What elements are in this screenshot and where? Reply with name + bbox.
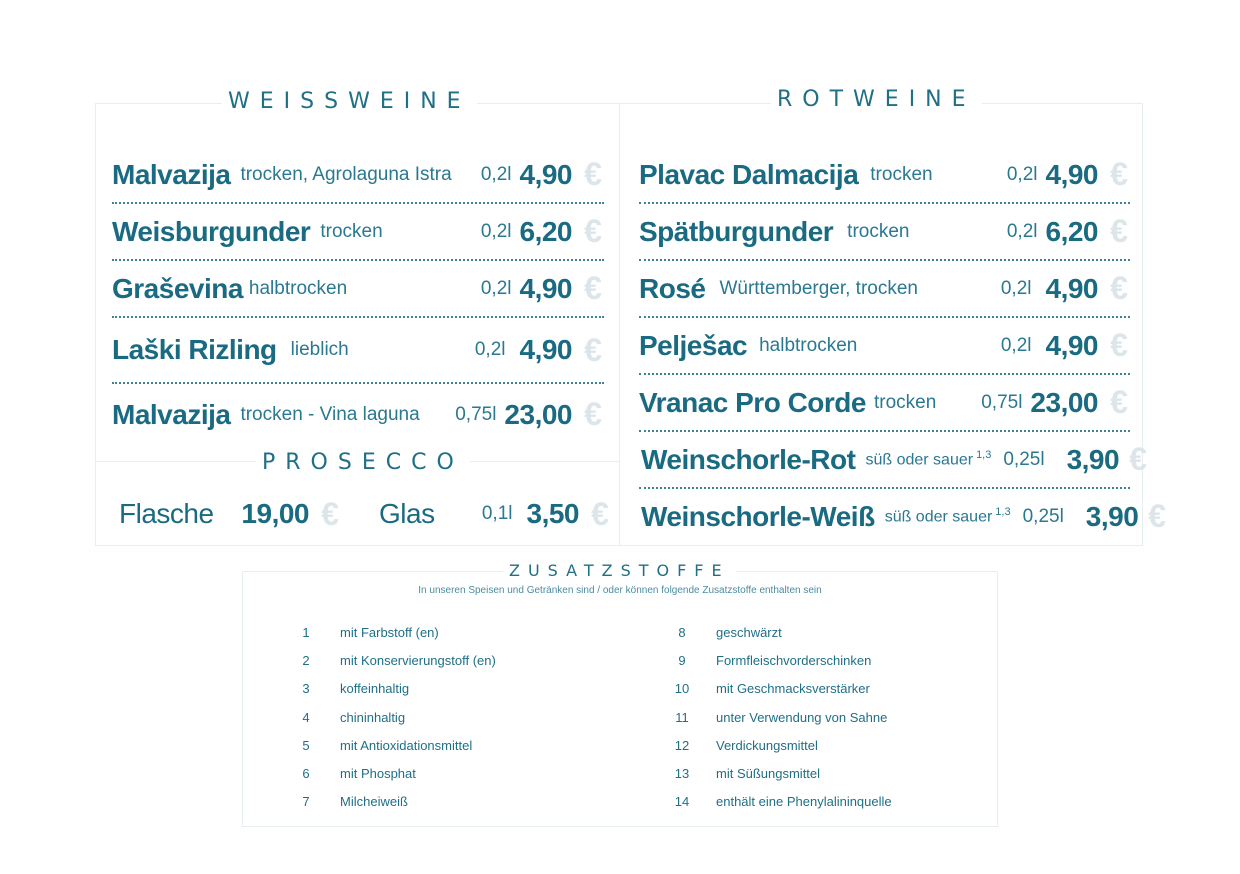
euro-icon: € xyxy=(584,396,602,432)
additive-label: unter Verwendung von Sahne xyxy=(716,709,888,725)
additive-number: 13 xyxy=(674,766,690,782)
wine-volume: 0,2l xyxy=(474,339,506,360)
wine-row xyxy=(112,261,604,318)
prosecco-bottle-price: 19,00 xyxy=(241,498,309,529)
wine-price: 3,90 xyxy=(1066,443,1120,475)
wine-description: trocken xyxy=(873,391,937,413)
wine-name: Vranac Pro Corde xyxy=(639,386,866,418)
wine-description: trocken - Vina laguna xyxy=(240,403,420,425)
additives-title: ZUSATZSTOFFE xyxy=(503,561,736,580)
additive-footnote: 1,3 xyxy=(976,449,992,462)
prosecco-glass-price: 3,50 xyxy=(526,498,579,529)
euro-icon: € xyxy=(584,156,602,192)
wine-row xyxy=(112,204,604,261)
euro-icon: € xyxy=(591,495,609,532)
additive-item xyxy=(662,731,892,759)
additive-footnote: 1,3 xyxy=(995,506,1011,519)
wine-price: 4,90 xyxy=(519,334,572,365)
wine-volume: 0,2l xyxy=(1000,277,1032,299)
additive-item xyxy=(662,759,892,787)
additive-item xyxy=(662,703,892,731)
additive-item xyxy=(662,788,892,816)
wine-price: 4,90 xyxy=(1045,329,1098,361)
wine-volume: 0,2l xyxy=(1006,220,1038,242)
wine-row xyxy=(639,318,1130,375)
additive-label: mit Geschmacksverstärker xyxy=(716,681,870,697)
wine-name: Rosé xyxy=(639,272,706,304)
wine-description: halbtrocken xyxy=(759,334,858,356)
wine-description: trocken xyxy=(870,163,933,185)
prosecco-glass-volume: 0,1l xyxy=(481,503,513,524)
additives-subtitle: In unseren Speisen und Getränken sind / oder können folgende Zusatzstoffe enthalten sein xyxy=(418,585,822,596)
wine-description: Württemberger, trocken xyxy=(719,277,918,299)
wine-name: Malvazija xyxy=(112,158,231,190)
prosecco-glass-label: Glas xyxy=(379,498,435,529)
euro-icon: € xyxy=(1110,213,1128,249)
euro-icon: € xyxy=(1110,270,1128,306)
additive-item xyxy=(286,731,496,759)
euro-icon: € xyxy=(1110,384,1128,420)
additive-number: 1 xyxy=(302,624,310,640)
additive-label: mit Antioxidationsmittel xyxy=(340,737,473,753)
wine-price: 6,20 xyxy=(519,215,572,247)
additive-item xyxy=(286,788,496,816)
additive-number: 10 xyxy=(674,681,690,697)
wine-volume: 0,2l xyxy=(480,220,512,242)
wine-row xyxy=(639,432,1147,489)
euro-icon: € xyxy=(1110,156,1128,192)
additive-item xyxy=(286,675,496,703)
wine-name: Weisburgunder xyxy=(112,215,311,247)
euro-icon: € xyxy=(584,213,602,249)
additive-label: mit Farbstoff (en) xyxy=(340,624,439,640)
additive-number: 3 xyxy=(302,681,310,697)
wine-row xyxy=(112,318,604,384)
wine-name: Laški Rizling xyxy=(112,334,277,365)
additives-list-left xyxy=(286,618,496,816)
additive-label: enthält eine Phenylalininquelle xyxy=(716,794,892,810)
wine-price: 3,90 xyxy=(1085,500,1139,532)
wine-volume: 0,75l xyxy=(981,391,1023,413)
additive-item xyxy=(286,618,496,646)
wine-volume: 0,2l xyxy=(480,277,512,299)
wine-name: Spätburgunder xyxy=(639,215,834,247)
wine-description: süß oder sauer $^{1,3}$ xyxy=(884,506,1011,526)
wine-volume: 0,25l xyxy=(1003,448,1045,470)
wine-name: Malvazija xyxy=(112,398,231,430)
wine-volume: 0,25l xyxy=(1022,505,1064,527)
additive-label: mit Süßungsmittel xyxy=(716,766,821,782)
additive-label: Verdickungsmittel xyxy=(716,737,818,753)
additive-number: 12 xyxy=(674,737,690,753)
additive-label: chininhaltig xyxy=(340,709,406,725)
euro-icon: € xyxy=(1129,441,1147,477)
additive-item xyxy=(286,759,496,787)
wine-row xyxy=(639,488,1167,545)
wine-row xyxy=(639,204,1130,261)
prosecco-bottle-label: Flasche xyxy=(119,498,214,529)
wine-row xyxy=(639,261,1130,318)
wine-row xyxy=(112,147,604,204)
additive-label: Formfleischvorderschinken xyxy=(716,652,872,668)
euro-icon: € xyxy=(584,270,602,306)
euro-icon: € xyxy=(321,495,339,532)
wine-description: halbtrocken xyxy=(248,277,348,299)
additive-label: mit Phosphat xyxy=(340,766,416,782)
wine-row xyxy=(639,147,1130,204)
wine-volume: 0,2l xyxy=(480,163,512,185)
wine-price: 4,90 xyxy=(1045,158,1098,190)
wine-description: trocken xyxy=(320,220,383,242)
wine-description: trocken, Agrolaguna Istra xyxy=(240,163,452,185)
wine-price: 4,90 xyxy=(519,158,572,190)
additive-label: geschwärzt xyxy=(716,624,782,640)
additive-number: 5 xyxy=(302,737,310,753)
additive-number: 4 xyxy=(302,709,310,725)
wine-price: 6,20 xyxy=(1045,215,1098,247)
white-wine-title: WEISSWEINE xyxy=(222,89,477,114)
prosecco-title: PROSECCO xyxy=(256,450,470,475)
wine-description: süß oder sauer $^{1,3}$ xyxy=(865,449,992,469)
additive-number: 6 xyxy=(302,766,310,782)
additive-number: 9 xyxy=(678,652,686,668)
additives-list-right xyxy=(662,618,892,816)
additive-number: 2 xyxy=(302,652,310,668)
additive-number: 7 xyxy=(302,794,310,810)
euro-icon: € xyxy=(1148,498,1167,534)
wine-name: Plavac Dalmacija xyxy=(639,158,859,190)
additive-label: Milcheiweiß xyxy=(340,794,408,810)
wine-row xyxy=(639,375,1130,432)
wine-price: 23,00 xyxy=(1030,386,1098,418)
wine-name: Graševina xyxy=(112,272,243,304)
wine-name: Pelješac xyxy=(639,329,748,361)
additive-label: koffeinhaltig xyxy=(340,681,410,697)
euro-icon: € xyxy=(584,331,602,368)
wine-description: lieblich xyxy=(290,339,349,360)
wine-price: 4,90 xyxy=(519,272,572,304)
wine-row xyxy=(112,386,604,443)
additive-label: mit Konservierungstoff (en) xyxy=(340,652,496,668)
additive-item xyxy=(662,646,892,674)
wine-name: Weinschorle-Rot xyxy=(641,443,856,475)
wine-description: trocken xyxy=(847,220,910,242)
wine-volume: 0,75l xyxy=(455,403,497,425)
euro-icon: € xyxy=(1110,327,1128,363)
additive-number: 8 xyxy=(678,624,686,640)
prosecco-bottle xyxy=(119,492,341,536)
additive-item xyxy=(662,618,892,646)
additive-item xyxy=(286,703,496,731)
additive-item xyxy=(662,675,892,703)
additive-number: 11 xyxy=(675,709,689,725)
wine-volume: 0,2l xyxy=(1006,163,1038,185)
wine-price: 23,00 xyxy=(504,398,572,430)
prosecco-glass xyxy=(379,492,611,536)
wine-price: 4,90 xyxy=(1045,272,1098,304)
additive-number: 14 xyxy=(674,794,690,810)
additive-item xyxy=(286,646,496,674)
wine-name: Weinschorle-Weiß xyxy=(641,500,875,532)
red-wine-title: ROTWEINE xyxy=(771,87,982,112)
wine-volume: 0,2l xyxy=(1000,334,1032,356)
